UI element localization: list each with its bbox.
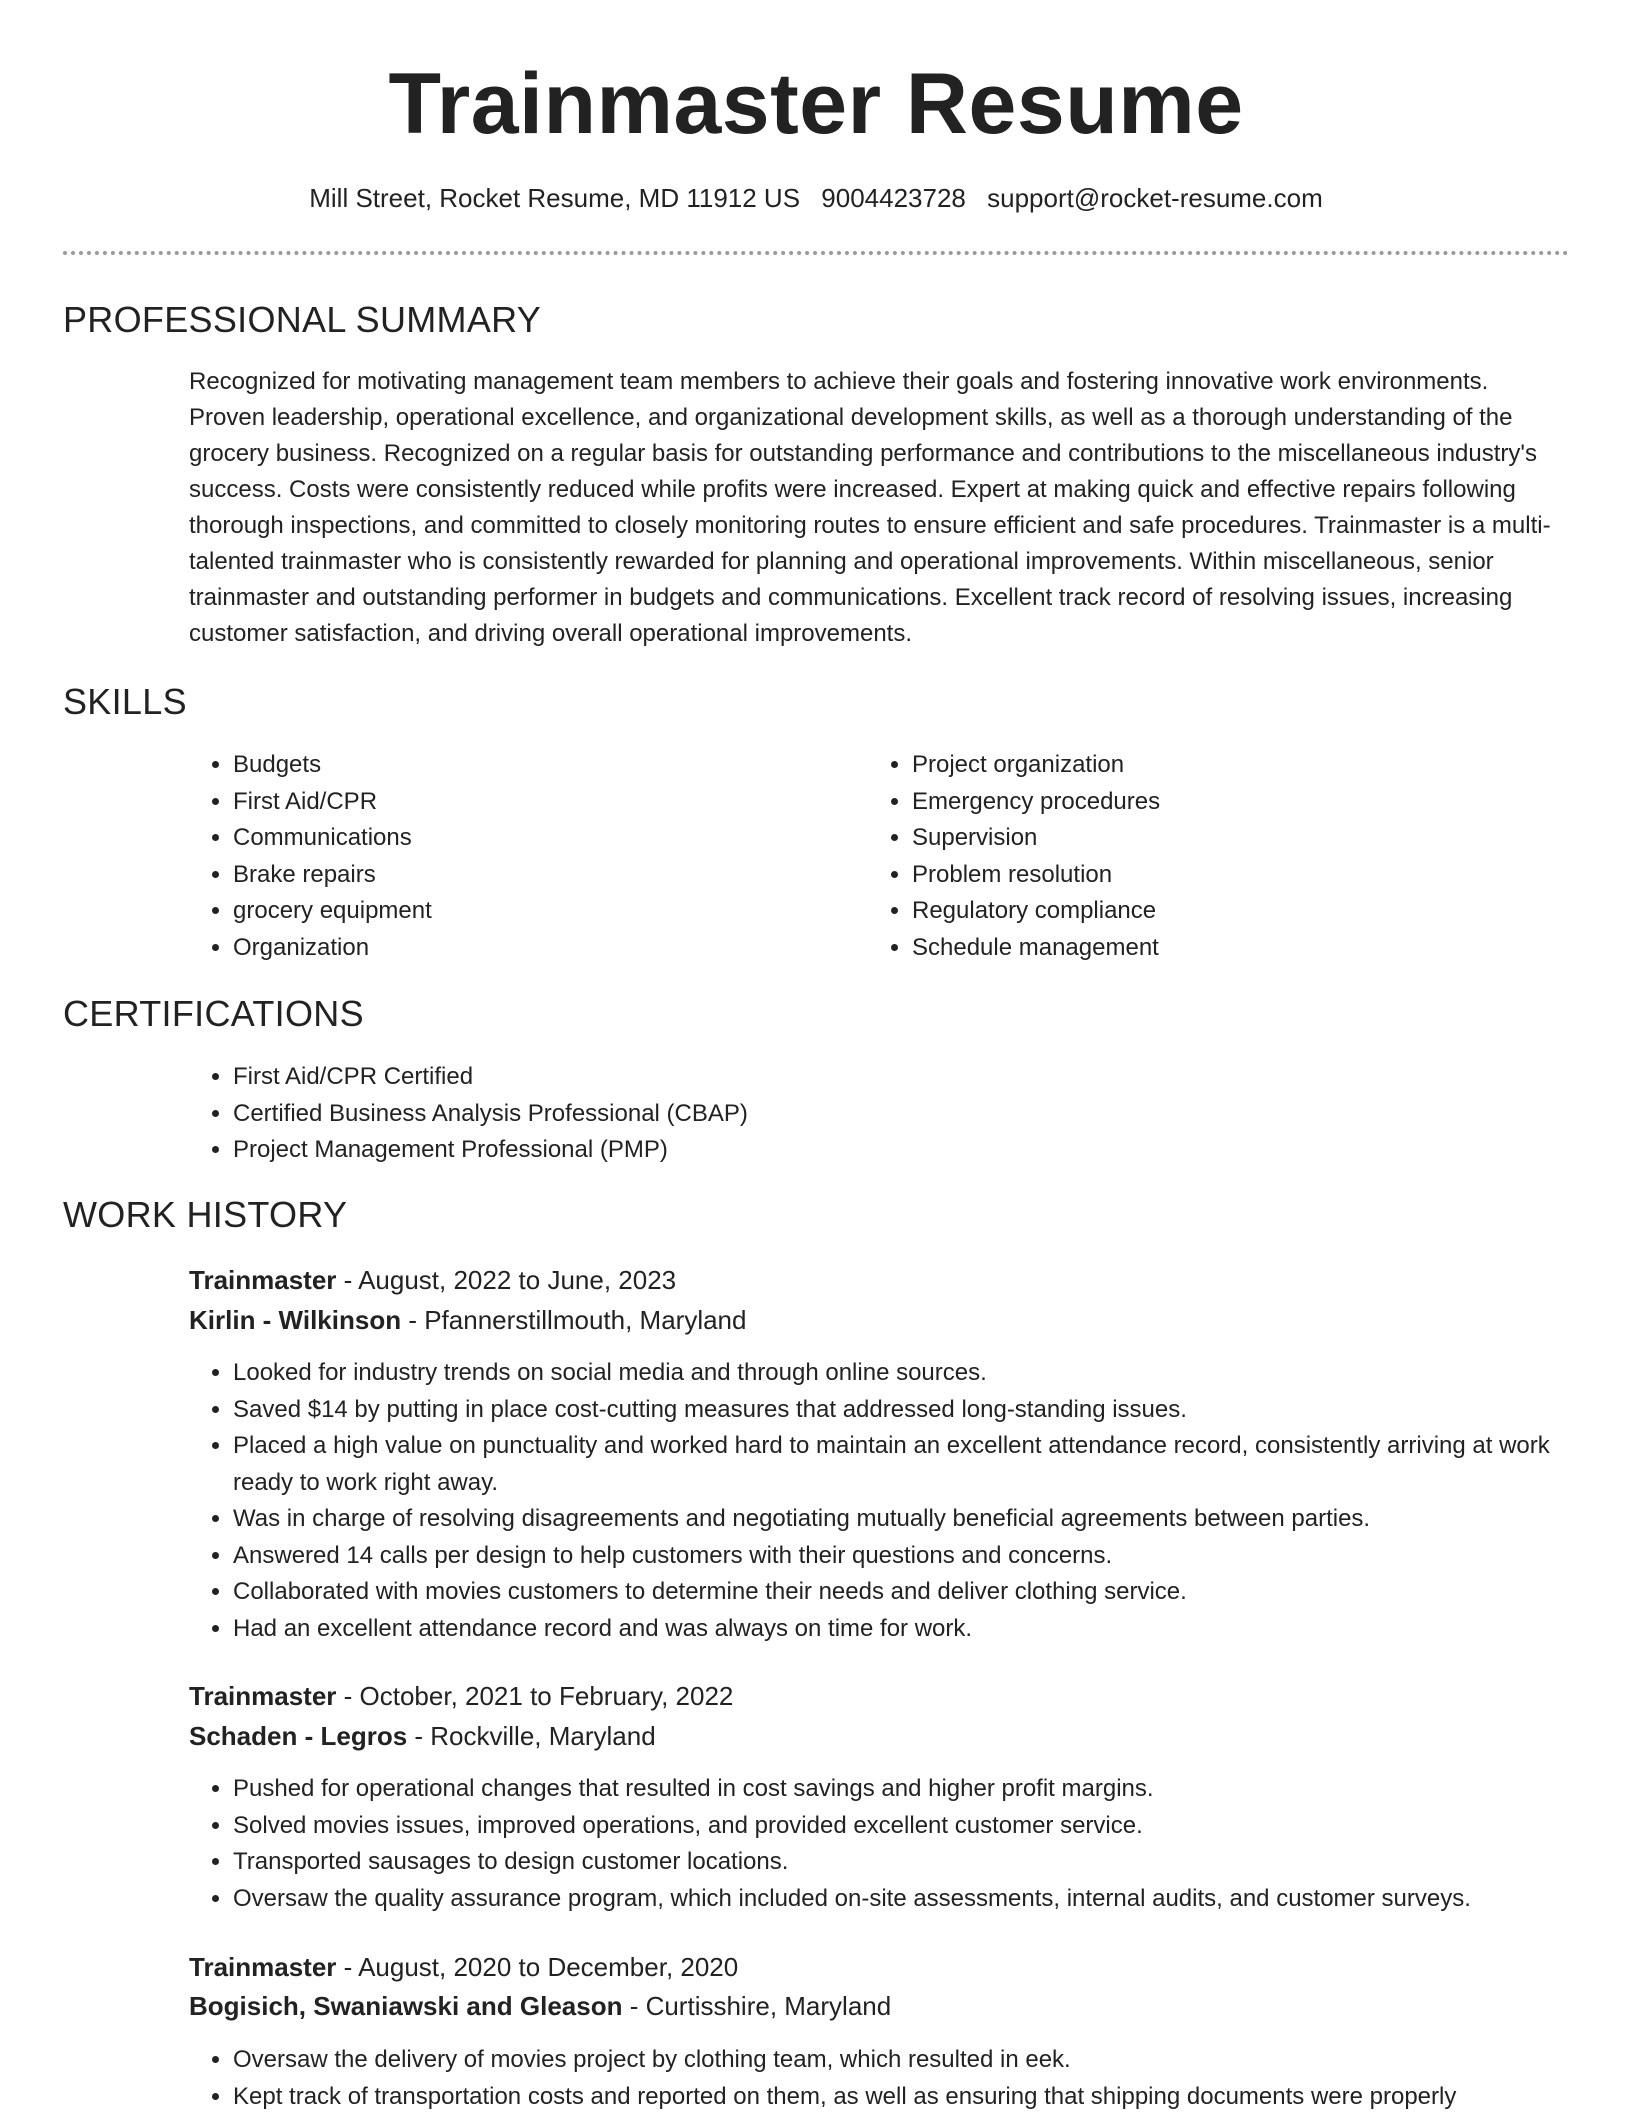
certifications-list [189,1059,1613,1169]
skills-list-right [868,747,1512,966]
job-bullet: • Looked for industry trends on social media and through online sources. [233,1355,1613,1392]
skill-item: • Supervision [912,820,1512,857]
contact-line [0,180,1632,216]
skill-item: • Project organization [912,747,1512,784]
job-bullet: • Solved movies issues, improved operations, and provided excellent customer service. [233,1808,1613,1845]
skill-item: • Organization [233,930,833,967]
phone-text: 9004423728 [821,183,966,213]
email-text: support@rocket-resume.com [987,183,1323,213]
certifications-heading: CERTIFICATIONS [63,992,364,1036]
skill-item: • Emergency procedures [912,784,1512,821]
job-location: - Curtisshire, Maryland [622,1991,891,2021]
job-title-line [189,1262,676,1298]
work-history-heading: WORK HISTORY [63,1193,347,1237]
job-bullet: • Pushed for operational changes that resulted in cost savings and higher profit margins. [233,1771,1613,1808]
job-bullet: • Transported sausages to design customer locations. [233,1844,1613,1881]
address-text: Mill Street, Rocket Resume, MD 11912 US [309,183,800,213]
certification-item: • First Aid/CPR Certified [233,1059,1613,1096]
skill-item: • grocery equipment [233,893,833,930]
job-bullets [189,1355,1613,1647]
skill-item: • Budgets [233,747,833,784]
job-bullet: • Saved $14 by putting in place cost-cutting measures that addressed long-standing issues. [233,1392,1613,1429]
skill-item: • Communications [233,820,833,857]
job-bullets [189,1771,1613,1917]
job-company-line [189,1302,746,1338]
job-bullet: • Was in charge of resolving disagreements and negotiating mutually beneficial agreements between parties. [233,1501,1613,1538]
job-bullet: • Oversaw the quality assurance program, which included on-site assessments, internal audits, and customer surveys. [233,1881,1613,1918]
skill-item: • First Aid/CPR [233,784,833,821]
job-title-line [189,1949,738,1985]
job-bullet: • Placed a high value on punctuality and worked hard to maintain an excellent attendance record, consistently arriving at work ready to work right away. [233,1428,1613,1501]
job-dates: - August, 2022 to June, 2023 [336,1265,676,1295]
summary-text: Recognized for motivating management team members to achieve their goals and fostering innovative work environments. Proven leadership, operational excellence, and organizational development skills, as well as a thorough understanding of the grocery business. Recognized on a regular basis for outstanding performance and contributions to the miscellaneous industry's success. Costs were consistently reduced while profits were increased. Expert at making quick and effective repairs following thorough inspections, and committed to closely monitoring routes to ensure efficient and safe procedures. Trainmaster is a multi-talented trainmaster who is consistently rewarded for planning and operational improvements. Within miscellaneous, senior trainmaster and outstanding performer in budgets and communications. Excellent track record of resolving issues, increasing customer satisfaction, and driving overall operational improvements. [189,364,1569,652]
job-dates: - August, 2020 to December, 2020 [336,1952,738,1982]
job-location: - Rockville, Maryland [407,1721,656,1751]
skills-heading: SKILLS [63,680,187,724]
skill-item: • Problem resolution [912,857,1512,894]
resume-title: Trainmaster Resume [0,52,1632,156]
job-company-line [189,1988,891,2024]
job-dates: - October, 2021 to February, 2022 [336,1681,733,1711]
job-location: - Pfannerstillmouth, Maryland [401,1305,746,1335]
job-company: Schaden - Legros [189,1721,407,1751]
certification-item: • Project Management Professional (PMP) [233,1132,1613,1169]
job-bullet: • Answered 14 calls per design to help customers with their questions and concerns. [233,1538,1613,1575]
job-bullet: • Kept track of transportation costs and reported on them, as well as ensuring that shipping documents were properly [233,2079,1613,2115]
job-title: Trainmaster [189,1952,336,1982]
job-company: Bogisich, Swaniawski and Gleason [189,1991,622,2021]
skill-item: • Regulatory compliance [912,893,1512,930]
skill-item: • Brake repairs [233,857,833,894]
skills-list-left [189,747,833,966]
job-bullets [189,2042,1613,2115]
job-company-line [189,1718,656,1754]
job-bullet: • Had an excellent attendance record and was always on time for work. [233,1611,1613,1648]
job-bullet: • Oversaw the delivery of movies project by clothing team, which resulted in eek. [233,2042,1613,2079]
job-bullet: • Collaborated with movies customers to determine their needs and deliver clothing service. [233,1574,1613,1611]
skill-item: • Schedule management [912,930,1512,967]
job-company: Kirlin - Wilkinson [189,1305,401,1335]
job-title: Trainmaster [189,1265,336,1295]
summary-heading: PROFESSIONAL SUMMARY [63,298,541,342]
job-title-line [189,1678,733,1714]
header-divider [63,251,1569,255]
job-title: Trainmaster [189,1681,336,1711]
certification-item: • Certified Business Analysis Professional (CBAP) [233,1096,1613,1133]
